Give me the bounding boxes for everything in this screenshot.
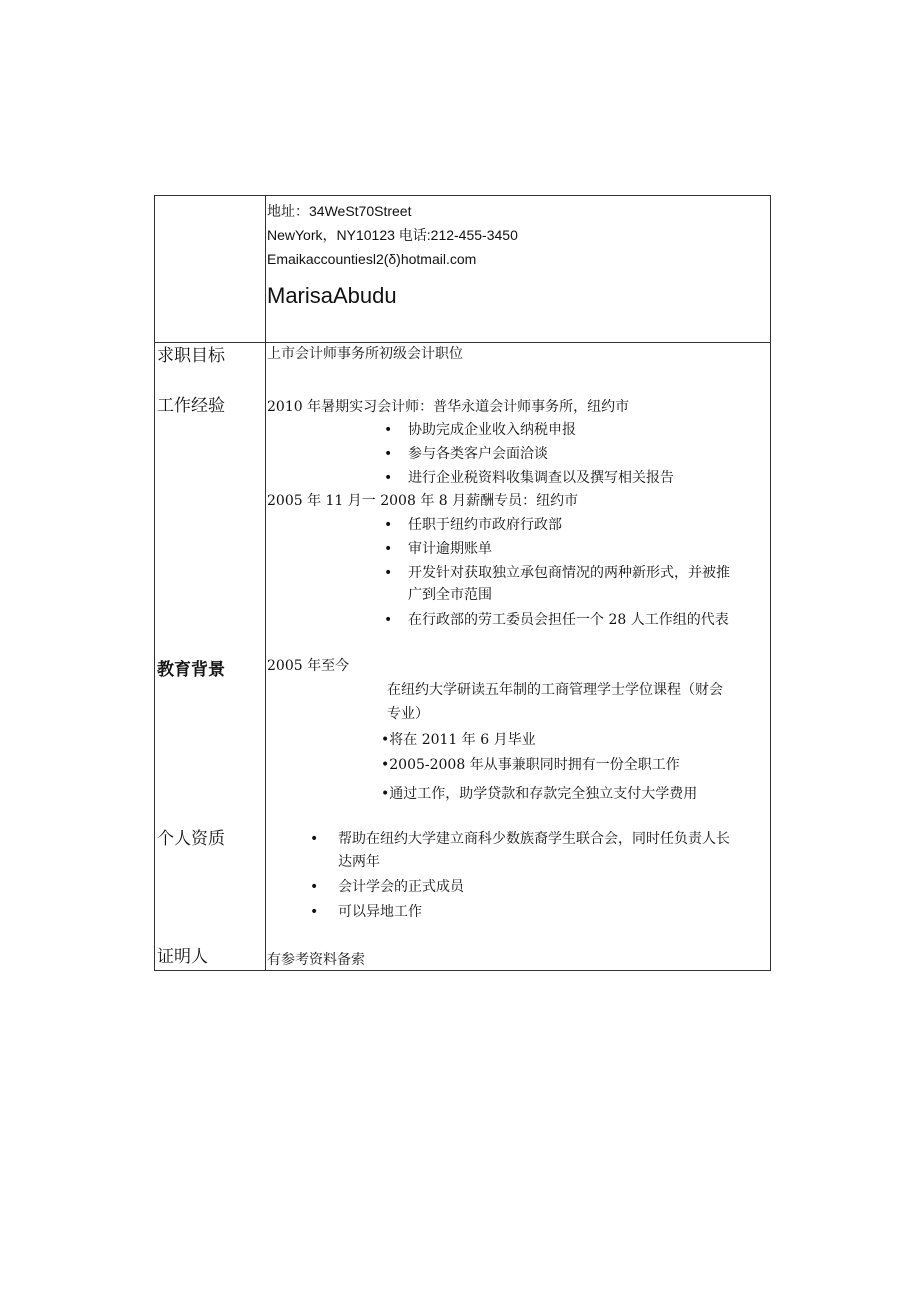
education-label: 教育背景 [157,660,225,680]
job2-bullet-2: 审计逾期账单 [408,541,492,557]
qualities-item-2: 会计学会的正式成员 [338,879,464,895]
bullet: • [384,612,393,628]
job1-title: 2010 年暑期实习会计师：普华永道会计师事务所，纽约市 [267,399,630,415]
bullet: • [384,517,393,533]
bullet: • [384,422,393,438]
bullet: • [310,904,319,920]
bullet: • [310,879,319,895]
bullet: • [310,831,319,847]
city-phone-line: NewYork，NY10123 电话:212-455-3450 [267,227,518,243]
bullet: • [384,470,393,486]
education-line-5: •通过工作，助学贷款和存款完全独立支付大学费用 [381,786,698,802]
qualities-item-3: 可以异地工作 [338,904,422,920]
objective-label: 求职目标 [157,346,225,366]
table-border-right [770,195,771,971]
table-border-left [154,195,155,971]
job1-bullet-3: 进行企业税资料收集调查以及撰写相关报告 [408,470,674,486]
qualities-label: 个人资质 [157,829,225,849]
qualities-item-1-cont: 达两年 [338,854,380,870]
table-row-divider [154,342,771,343]
education-line-4: •2005-2008 年从事兼职同时拥有一份全职工作 [381,757,680,773]
experience-label: 工作经验 [157,396,225,416]
objective-text: 上市会计师事务所初级会计职位 [267,346,463,362]
education-period: 2005 年至今 [267,658,350,674]
email-line: Emaikaccountiesl2(δ)hotmail.com [267,251,477,267]
education-line-3: •将在 2011 年 6 月毕业 [381,732,536,748]
job2-bullet-1: 任职于纽约市政府行政部 [408,517,562,533]
bullet: • [384,446,393,462]
candidate-name: MarisaAbudu [267,283,397,308]
education-line-2: 专业） [387,706,429,722]
table-border-top [154,195,771,196]
education-line-1: 在纽约大学研读五年制的工商管理学士学位课程（财会 [387,682,723,698]
job2-title: 2005 年 11 月一 2008 年 8 月薪酬专员：纽约市 [267,493,579,509]
table-border-bottom [154,970,771,971]
qualities-item-1: 帮助在纽约大学建立商科少数族裔学生联合会，同时任负责人长 [338,831,730,847]
references-text: 有参考资料备索 [267,952,365,968]
bullet: • [384,565,393,581]
job2-bullet-3-cont: 广到全市范围 [408,587,492,603]
bullet: • [384,541,393,557]
job1-bullet-2: 参与各类客户会面洽谈 [408,446,548,462]
job2-bullet-4: 在行政部的劳工委员会担任一个 28 人工作组的代表 [408,612,729,628]
table-column-divider [265,195,266,971]
references-label: 证明人 [157,947,208,967]
job2-bullet-3: 开发针对获取独立承包商情况的两种新形式，并被推 [408,565,730,581]
address-line: 地址：34WeSt70Street [267,203,412,219]
job1-bullet-1: 协助完成企业收入纳税申报 [408,422,576,438]
